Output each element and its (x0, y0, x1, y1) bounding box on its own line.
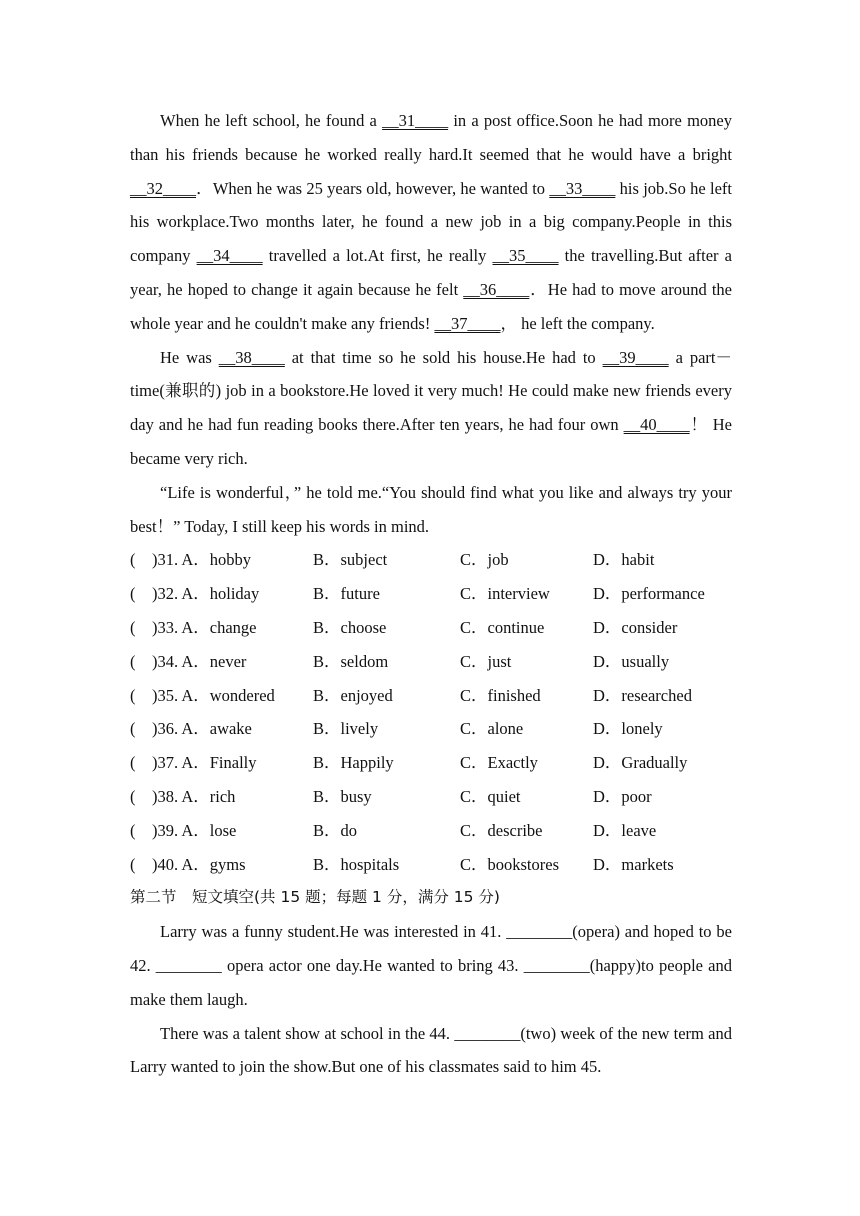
worksheet-page (130, 104, 732, 1084)
text-segment: He was (160, 347, 219, 367)
question-37-options (130, 746, 732, 780)
text-segment: his job.So he left his workplace.Two months later, he found a new job in a big company.People in this company (130, 178, 732, 266)
passage-paragraph-3: “Life is wonderful，” he told me.“You should find what you like and always try your best！” Today, I still keep his words in mind. (130, 482, 732, 536)
blank-32: __32____ (130, 178, 196, 198)
option-a: ( )31. A．hobby (130, 550, 251, 570)
option-d: D．markets (593, 854, 674, 874)
blank-31: __31____ (382, 111, 449, 130)
option-c: C．alone (460, 719, 524, 739)
option-d: D．lonely (593, 719, 663, 739)
option-b: B．do (313, 820, 358, 840)
option-d: D．performance (593, 584, 705, 604)
option-a: ( )35. A．wondered (130, 685, 275, 705)
question-34-options (130, 645, 732, 679)
passage-paragraph-1 (130, 104, 732, 341)
passage-paragraph-2 (130, 341, 732, 476)
option-b: B．lively (313, 719, 379, 739)
blank-34: __34____ (196, 246, 263, 266)
question-32-options (130, 577, 732, 611)
option-c: C．Exactly (460, 753, 538, 773)
blank-39: __39____ (602, 347, 669, 367)
option-b: B．seldom (313, 651, 389, 671)
question-31-options (130, 543, 732, 577)
blank-35: __35____ (492, 246, 559, 266)
option-b: B．Happily (313, 753, 394, 773)
text-segment: a part－time(兼职的) job in a bookstore.He loved it very much! He could make new friends every day and he had fun reading books there.After ten years, he had four own (130, 347, 732, 435)
blank-37: __37____ (434, 313, 501, 333)
question-40-options (130, 848, 732, 882)
option-d: D．leave (593, 820, 657, 840)
blank-36: __36____ (463, 279, 530, 299)
option-d: D．poor (593, 786, 652, 806)
text-segment: ！ He became very rich. (130, 415, 732, 468)
option-b: B．subject (313, 550, 388, 570)
option-b: B．busy (313, 786, 372, 806)
option-b: B．enjoyed (313, 685, 393, 705)
question-36-options (130, 712, 732, 746)
section-2-paragraph-1: Larry was a funny student.He was interested in 41. ________(opera) and hoped to be 42. ________ opera actor one day.He wanted to bring 43. ________(happy)to people and make them laugh. (130, 922, 732, 1009)
blank-38: __38____ (218, 347, 285, 367)
section-2-paragraph-2: There was a talent show at school in the 44. ________(two) week of the new term and Larry wanted to join the show.But one of his classmates said to him 45. (130, 1023, 732, 1077)
option-d: D．usually (593, 651, 670, 671)
option-c: C．finished (460, 685, 541, 705)
option-d: D．habit (593, 550, 655, 570)
option-c: C．describe (460, 820, 543, 840)
option-a: ( )37. A．Finally (130, 753, 257, 773)
option-c: C．quiet (460, 786, 521, 806)
text-segment: in a post office.Soon he had more money than his friends because he worked really hard.It seemed that he would have a bright (130, 111, 732, 164)
option-a: ( )39. A．lose (130, 820, 237, 840)
text-segment: travelled a lot.At first, he really (262, 246, 493, 266)
option-a: ( )34. A．never (130, 651, 247, 671)
answer-options (130, 543, 732, 881)
option-d: D．Gradually (593, 753, 688, 773)
blank-40: __40____ (623, 415, 690, 435)
option-a: ( )32. A．holiday (130, 584, 260, 604)
option-d: D．consider (593, 617, 678, 637)
section-2-heading: 第二节 短文填空(共 15 题；每题 1 分，满分 15 分) (130, 888, 500, 907)
option-a: ( )33. A．change (130, 617, 257, 637)
text-segment: at that time so he sold his house.He had to (284, 347, 603, 367)
text-segment: ．When he was 25 years old, however, he wanted to (196, 178, 550, 198)
option-b: B．hospitals (313, 854, 400, 874)
question-33-options (130, 611, 732, 645)
option-c: C．continue (460, 617, 545, 637)
question-35-options (130, 679, 732, 713)
option-a: ( )38. A．rich (130, 786, 236, 806)
option-c: C．bookstores (460, 854, 559, 874)
text-segment: ．He had to move around the whole year and he couldn't make any friends! (130, 279, 732, 333)
option-a: ( )40. A．gyms (130, 854, 246, 874)
option-c: C．interview (460, 584, 550, 604)
text-segment: ， he left the company. (500, 313, 655, 333)
option-c: C．just (460, 651, 512, 671)
blank-33: __33____ (549, 178, 616, 198)
option-c: C．job (460, 550, 509, 570)
option-b: B．choose (313, 617, 387, 637)
question-39-options (130, 814, 732, 848)
question-38-options (130, 780, 732, 814)
option-d: D．researched (593, 685, 692, 705)
text-segment: When he left school, he found a (160, 111, 383, 130)
option-b: B．future (313, 584, 380, 604)
option-a: ( )36. A．awake (130, 719, 252, 739)
text-segment: the travelling.But after a year, he hoped to change it again because he felt (130, 246, 732, 299)
